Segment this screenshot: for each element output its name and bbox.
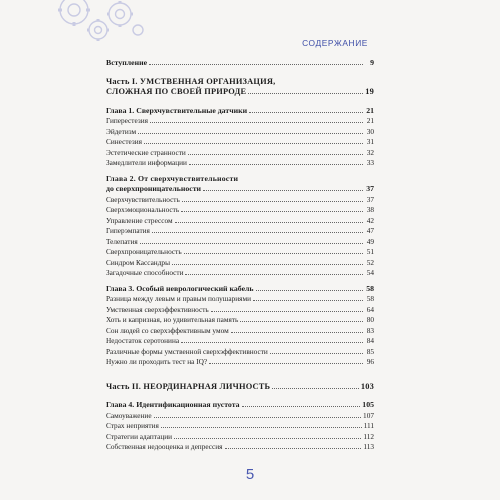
list-item[interactable]: Гиперестезия 21	[106, 116, 374, 125]
list-item[interactable]: Замедлители информации 33	[106, 158, 374, 167]
list-item[interactable]: Хоть и капризная, но удивительная память 80	[106, 315, 374, 324]
list-item[interactable]: Гиперэмпатия 47	[106, 226, 374, 235]
section-header: СОДЕРЖАНИЕ	[302, 38, 368, 48]
toc-chapter-2[interactable]	[106, 184, 374, 195]
list-item[interactable]: Синдром Кассандры 52	[106, 257, 374, 267]
list-item[interactable]: Разница между левым и правым полушариями 58	[106, 294, 374, 303]
toc-page: 21	[366, 105, 374, 115]
toc-title: Глава 1. Сверхчувствительные датчики	[106, 105, 248, 115]
toc-title: СЛОЖНАЯ ПО СВОЕЙ ПРИРОДЕ	[106, 87, 247, 96]
toc-part2[interactable]	[106, 382, 374, 393]
toc-page: 58	[366, 283, 374, 293]
list-item[interactable]: Загадочные способности 54	[106, 268, 374, 277]
list-item[interactable]: Недостаток серотонина 84	[106, 336, 374, 345]
list-item[interactable]: Страх неприятия 111	[106, 421, 374, 430]
toc-chapter-4[interactable]	[106, 400, 374, 411]
toc-page: 103	[360, 381, 374, 391]
toc-page: 9	[370, 58, 374, 67]
list-item[interactable]: Синестезия 31	[106, 137, 374, 146]
list-item[interactable]: Различные формы умственной сверхэффективности 85	[106, 346, 374, 356]
list-item[interactable]: Самоуважение 107	[106, 410, 374, 420]
toc-page: 19	[365, 87, 374, 96]
list-item[interactable]: Эстетические странности 32	[106, 147, 374, 157]
page-number: 5	[245, 466, 255, 483]
list-item[interactable]: Нужно ли проходить тест на IQ? 96	[106, 357, 374, 366]
list-item[interactable]: Сверхпроницательность 51	[106, 247, 374, 256]
list-item[interactable]: Сверхчувствительность 37	[106, 194, 374, 204]
toc-part1[interactable]	[106, 87, 374, 98]
gears-icon	[52, 0, 152, 48]
toc-page: 105	[362, 400, 374, 409]
toc-title: до сверхпроницательности	[106, 184, 202, 193]
toc-part1-line1[interactable]: Часть I. УМСТВЕННАЯ ОРГАНИЗАЦИЯ,	[106, 76, 276, 86]
toc-chapter-3[interactable]	[106, 284, 374, 295]
toc-page: 37	[366, 184, 374, 193]
list-item[interactable]: Управление стрессом 42	[106, 215, 374, 225]
list-item[interactable]: Эйдетизм 30	[106, 126, 374, 136]
list-item[interactable]: Умственная сверхэффективность 64	[106, 304, 374, 314]
toc-title: Глава 4. Идентификационная пустота	[106, 400, 240, 409]
toc-intro[interactable]	[106, 58, 374, 69]
list-item[interactable]: Стратегии адаптации 112	[106, 431, 374, 441]
toc-chapter-2-line1[interactable]: Глава 2. От сверхчувствительности	[106, 173, 239, 183]
toc-title: Глава 3. Особый неврологический кабель	[106, 283, 254, 293]
list-item[interactable]: Сверхэмоциональность 38	[106, 205, 374, 214]
toc-chapter-1[interactable]	[106, 106, 374, 117]
list-item[interactable]: Телепатия 49	[106, 236, 374, 246]
list-item[interactable]: Собственная недооценка и депрессия 113	[106, 442, 374, 451]
list-item[interactable]: Сон людей со сверхэффективным умом 83	[106, 325, 374, 335]
toc-title: Часть II. НЕОРДИНАРНАЯ ЛИЧНОСТЬ	[106, 381, 271, 391]
toc-title: Вступление	[106, 58, 148, 67]
table-of-contents	[106, 58, 374, 453]
